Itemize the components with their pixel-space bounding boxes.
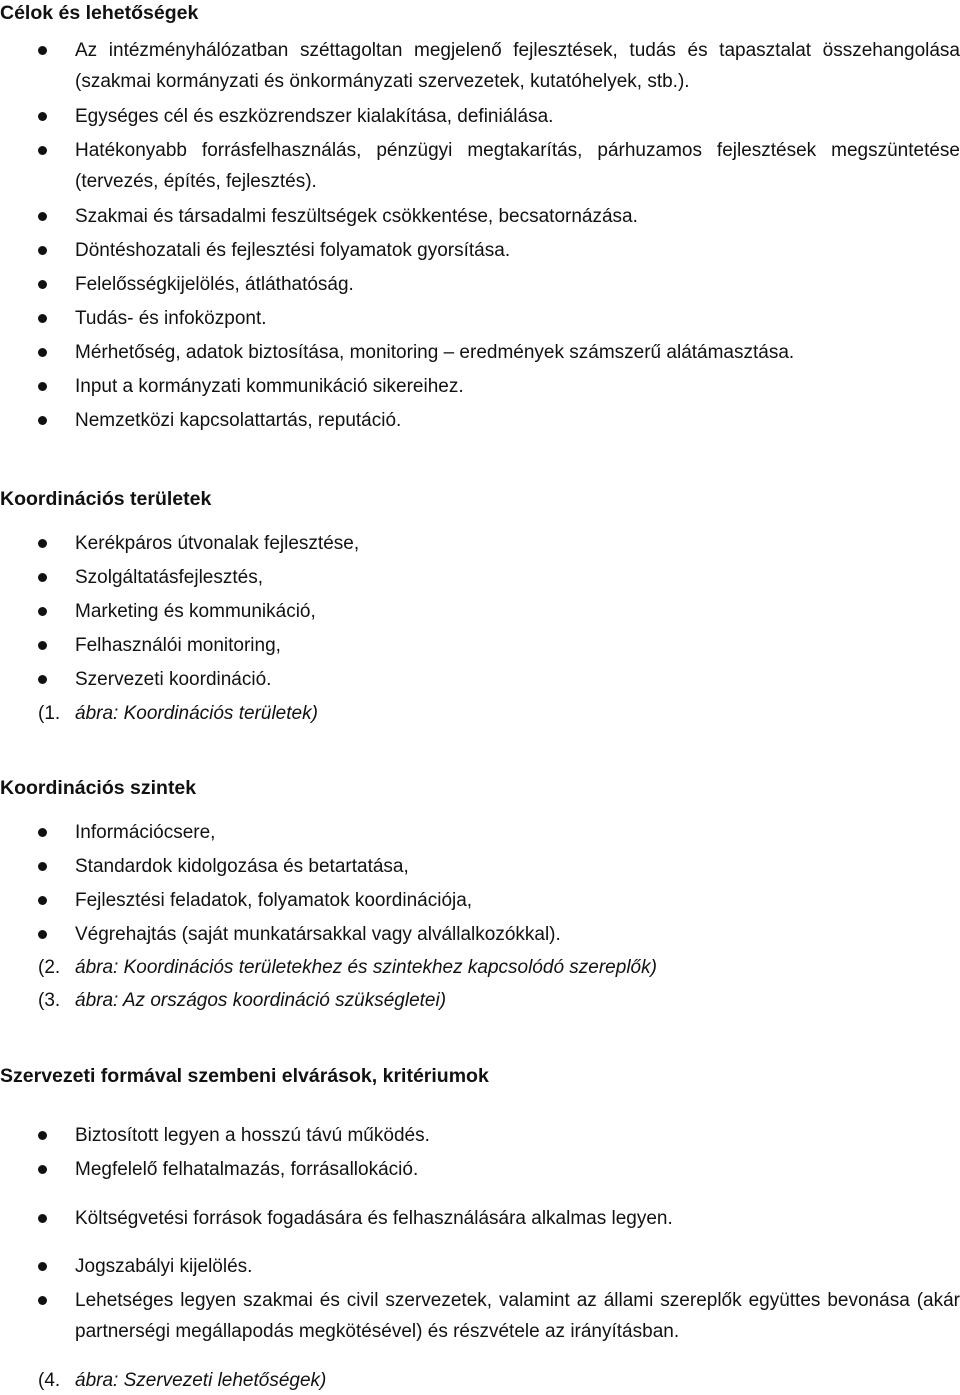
caption-text: ábra: Koordinációs területekhez és szintekhez kapcsolódó szereplők) — [75, 957, 657, 978]
list-item: Nemzetközi kapcsolattartás, reputáció. — [0, 405, 960, 439]
list-item: Standardok kidolgozása és betartatása, — [0, 851, 960, 885]
list-item: Tudás- és infoközpont. — [0, 303, 960, 337]
caption-text: ábra: Koordinációs területek) — [75, 703, 318, 724]
elvarasok-list — [0, 1120, 960, 1349]
figure-caption-4 — [38, 1367, 326, 1395]
list-item: Jogszabályi kijelölés. — [0, 1251, 960, 1285]
list-item: Döntéshozatali és fejlesztési folyamatok gyorsítása. — [0, 235, 960, 269]
list-item: Végrehajtás (saját munkatársakkal vagy alvállalkozókkal). — [0, 919, 960, 953]
caption-text: ábra: Az országos koordináció szükségletei) — [75, 990, 447, 1011]
section-title-teruletek: Koordinációs területek — [0, 488, 212, 510]
teruletek-list — [0, 528, 960, 698]
list-item: Lehetséges legyen szakmai és civil szervezetek, valamint az állami szereplők együttes bevonása (akár partnerségi megállapodás megkötésével) és részvétele az irányításban. — [0, 1285, 960, 1349]
section-title-celok: Célok és lehetőségek — [0, 2, 199, 24]
list-item: Szolgáltatásfejlesztés, — [0, 562, 960, 596]
figure-caption-2 — [38, 954, 657, 982]
list-item: Mérhetőség, adatok biztosítása, monitoring – eredmények számszerű alátámasztása. — [0, 337, 960, 371]
list-item: Hatékonyabb forrásfelhasználás, pénzügyi megtakarítás, párhuzamos fejlesztések megszüntetése (tervezés, építés, fejlesztés). — [0, 135, 960, 201]
list-item: Felelősségkijelölés, átláthatóság. — [0, 269, 960, 303]
caption-number: (2. — [38, 957, 61, 978]
celok-list — [0, 35, 960, 439]
list-item: Az intézményhálózatban széttagoltan megjelenő fejlesztések, tudás és tapasztalat összehangolása (szakmai kormányzati és önkormányzati szervezetek, kutatóhelyek, stb.). — [0, 35, 960, 101]
list-item: Szakmai és társadalmi feszültségek csökkentése, becsatornázása. — [0, 201, 960, 235]
list-item: Fejlesztési feladatok, folyamatok koordinációja, — [0, 885, 960, 919]
list-item: Információcsere, — [0, 817, 960, 851]
szintek-list — [0, 817, 960, 953]
section-title-szintek: Koordinációs szintek — [0, 777, 197, 799]
list-item: Megfelelő felhatalmazás, forrásallokáció. — [0, 1154, 960, 1203]
list-item: Egységes cél és eszközrendszer kialakítása, definiálása. — [0, 101, 960, 135]
section-title-elvarasok: Szervezeti formával szembeni elvárások, kritériumok — [0, 1065, 489, 1087]
caption-number: (3. — [38, 990, 61, 1011]
list-item: Felhasználói monitoring, — [0, 630, 960, 664]
list-item: Input a kormányzati kommunikáció sikereihez. — [0, 371, 960, 405]
list-item: Marketing és kommunikáció, — [0, 596, 960, 630]
list-item: Biztosított legyen a hosszú távú működés. — [0, 1120, 960, 1154]
caption-text: ábra: Szervezeti lehetőségek) — [75, 1370, 327, 1391]
list-item: Kerékpáros útvonalak fejlesztése, — [0, 528, 960, 562]
caption-number: (1. — [38, 703, 61, 724]
list-item: Költségvetési források fogadására és felhasználására alkalmas legyen. — [0, 1203, 960, 1251]
figure-caption-3 — [38, 987, 446, 1015]
list-item: Szervezeti koordináció. — [0, 664, 960, 698]
figure-caption-1 — [38, 700, 318, 728]
caption-number: (4. — [38, 1370, 61, 1391]
